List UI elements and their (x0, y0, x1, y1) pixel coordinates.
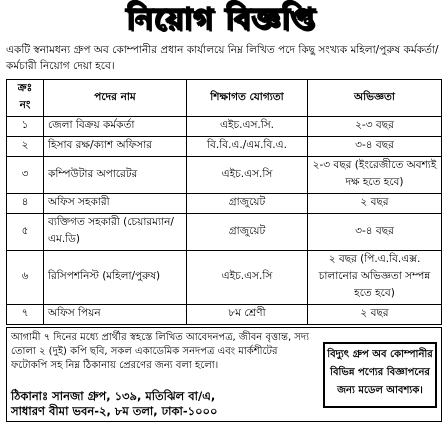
education-cell: ৮ম শ্রেণী (187, 305, 308, 325)
experience-cell: ২ বছর (308, 194, 442, 214)
serial-cell: ৩ (7, 157, 44, 194)
post-cell: অফিস পিয়ন (44, 305, 187, 325)
model-wanted-box (323, 342, 437, 408)
education-cell: এইচ.এস.সি (187, 157, 308, 194)
table-row (7, 157, 442, 194)
header-education: শিক্ষাগত যোগ্যতা (187, 80, 308, 117)
title-banner (62, 2, 380, 38)
header-post: পদের নাম (44, 80, 187, 117)
table-row (7, 117, 442, 137)
post-cell: হিসাব রক্ষ/ক্যাশ অফিসার (44, 137, 187, 157)
serial-cell: ৪ (7, 194, 44, 214)
table-row (7, 251, 442, 305)
education-cell: এইচ.এস.সি (187, 251, 308, 305)
note-line: বিভিন্ন পণ্যের বিজ্ঞাপনের (330, 367, 430, 378)
experience-cell: ২-৩ বছর (308, 117, 442, 137)
experience-cell: ৩-৪ বছর (308, 214, 442, 251)
post-cell: কম্পিউটার অপারেটর (44, 157, 187, 194)
experience-cell: ২ বছর (পি.এ.বি.এক্স. চালানোর অভিজ্ঞতা সম্পন্ন হতে হবে) (308, 251, 442, 305)
header-experience: অভিজ্ঞতা (308, 80, 442, 117)
education-cell: গ্রাজুয়েট (187, 214, 308, 251)
education-cell: এইচ.এস.সি. (187, 117, 308, 137)
address-line: ঠিকানাঃ সানজা গ্রুপ, ১৩৯, মতিঝিল বা/এ, (11, 389, 216, 403)
serial-cell: ৫ (7, 214, 44, 251)
note-line: বিদ্যুৎ গ্রুপ অব কোম্পানীর (327, 349, 433, 360)
experience-cell: ৩-৪ বছর (308, 137, 442, 157)
post-cell: জেলা বিক্রয় কর্মকর্তা (44, 117, 187, 137)
experience-cell: ২ বছর (308, 305, 442, 325)
table-row (7, 194, 442, 214)
vacancy-table (6, 79, 442, 325)
experience-cell: ২-৩ বছর (ইংরেজীতে অবশ্যই দক্ষ হতে হবে) (308, 157, 442, 194)
education-cell: বি.বি.এ./এম.বি.এ. (187, 137, 308, 157)
serial-cell: ৬ (7, 251, 44, 305)
application-section (6, 327, 442, 422)
note-line: জন্য মডেল আবশ্যক। (337, 385, 423, 396)
table-row (7, 214, 442, 251)
table-header-row (7, 80, 442, 117)
education-cell: গ্রাজুয়েট (187, 194, 308, 214)
table-row (7, 305, 442, 325)
address-line: সাধারণ বীমা ভবন-২, ৮ম তলা, ঢাকা-১০০০ (11, 404, 218, 418)
serial-cell: ৭ (7, 305, 44, 325)
contact-address (11, 389, 316, 419)
post-cell: রিসিপশনিস্ট (মহিলা/পুরুষ) (44, 251, 187, 305)
header-serial: ক্রঃ নং (7, 80, 44, 117)
table-row (7, 137, 442, 157)
intro-text: একটি স্বনামধন্য গ্রুপ অব কোম্পানীর প্রধান কার্যালয়ে নিম্ন লিখিত পদে কিছু সংখ্যক মহিলা/পুরুষ কর্মকর্তা/ কর্মচারী নিয়োগ দেয়া হবে। (6, 44, 439, 72)
serial-cell: ১ (7, 117, 44, 137)
serial-cell: ২ (7, 137, 44, 157)
page-title: নিয়োগ বিজ্ঞপ্তি (62, 2, 380, 38)
application-instructions: আগামী ৭ দিনের মধ্যে প্রার্থীর স্বহস্তে লিখিত আবেদনপত্র, জীবন বৃত্তান্ত, সদ্য তোলা ২ (দুই) কপি ছবি, সকল একাডেমিক সনদপত্র এবং মার্কশীটের ফটোকপি সহ নিম্ন ঠিকানায় প্রেরণের জন্য বলা হলো। (11, 332, 310, 371)
post-cell: ব্যক্তিগত সহকারী (চেয়ারম্যান/এম.ডি) (44, 214, 187, 251)
post-cell: অফিস সহকারী (44, 194, 187, 214)
